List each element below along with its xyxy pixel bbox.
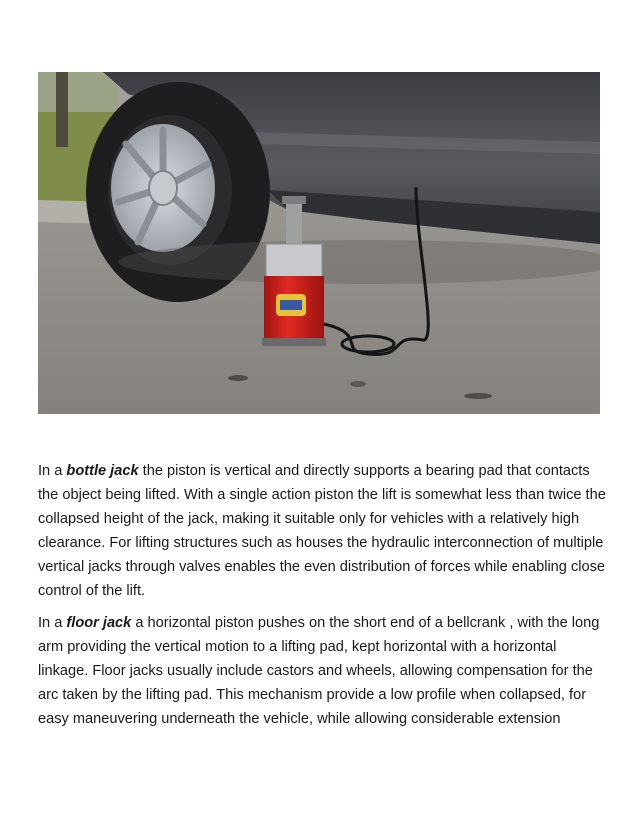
body-text xyxy=(38,459,608,739)
term-floor-jack: floor jack xyxy=(66,615,132,631)
paragraph-prefix: In a xyxy=(38,615,67,631)
bottle-jack-photo xyxy=(38,72,600,414)
paragraph-body: the piston is vertical and directly supports a bearing pad that contacts the object being lifted. With a single action piston the lift is somewhat less than twice the collapsed height of the jack, making it suitable only for vehicles with a relatively high clearance. For lifting structures such as houses the hydraulic interconnection of multiple vertical jacks through valves enables the even distribution of forces while enabling close control of the lift. xyxy=(38,463,606,599)
photo-illustration xyxy=(38,72,600,414)
paragraph-prefix: In a xyxy=(38,463,67,479)
paragraph-floor-jack xyxy=(38,611,608,731)
paragraph-bottle-jack xyxy=(38,459,608,603)
term-bottle-jack: bottle jack xyxy=(66,463,139,479)
paragraph-body: a horizontal piston pushes on the short end of a bellcrank , with the long arm providing the vertical motion to a lifting pad, kept horizontal with a horizontal linkage. Floor jacks usually include castors and wheels, allowing compensation for the arc taken by the lifting pad. This mechanism provide a low profile when collapsed, for easy maneuvering underneath the vehicle, while allowing considerable extension xyxy=(38,615,600,727)
